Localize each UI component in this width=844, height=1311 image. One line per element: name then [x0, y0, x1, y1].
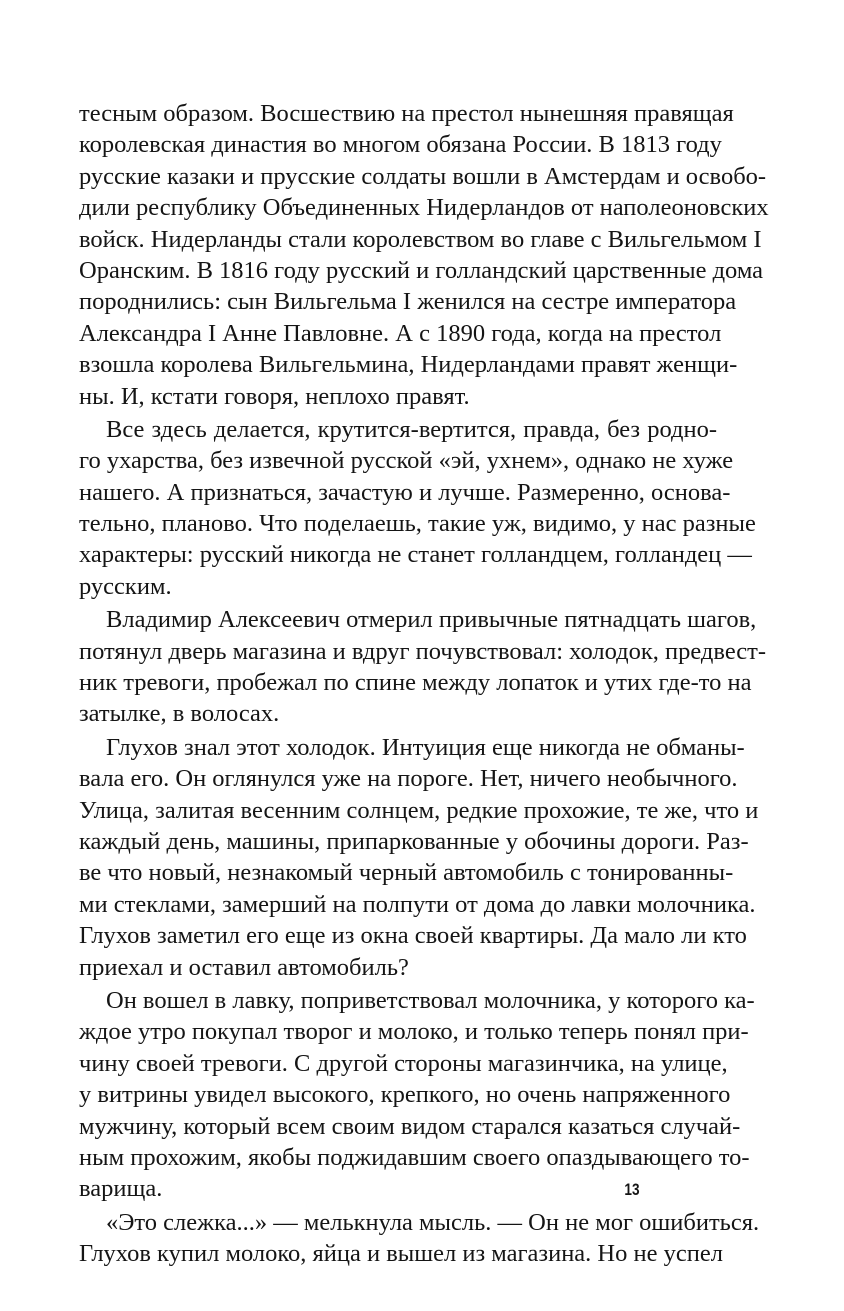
- text-line: Александра I Анне Павловне. А с 1890 года, когда на престол: [79, 319, 722, 347]
- paragraph-4: [79, 732, 759, 983]
- text-line: Улица, залитая весенним солнцем, редкие прохожие, те же, что и: [79, 796, 759, 824]
- text-line: нашего. А признаться, зачастую и лучше. Размеренно, основа-: [79, 478, 731, 506]
- paragraph-2: [79, 414, 756, 602]
- text-line: характеры: русский никогда не станет голландцем, голландец —: [79, 541, 752, 569]
- paragraph-6: [79, 1207, 760, 1270]
- text-line: ным прохожим, якобы поджидавшим своего опаздывающего то-: [79, 1143, 750, 1171]
- text-line: Он вошел в лавку, поприветствовал молочника, у которого ка-: [106, 986, 755, 1014]
- text-line: затылке, в волосах.: [79, 700, 280, 728]
- text-line: чину своей тревоги. С другой стороны магазинчика, на улице,: [79, 1049, 728, 1077]
- text-line: вала его. Он оглянулся уже на пороге. Нет, ничего необычного.: [79, 765, 738, 793]
- text-line: русским.: [79, 572, 172, 600]
- text-line: Владимир Алексеевич отмерил привычные пятнадцать шагов,: [106, 606, 757, 634]
- text-line: тесным образом. Восшествию на престол нынешняя правящая: [79, 100, 734, 127]
- text-line: каждый день, машины, припаркованные у обочины дороги. Раз-: [79, 827, 749, 855]
- text-line: го ухарства, без извечной русской «эй, ухнем», однако не хуже: [79, 447, 734, 475]
- text-line: потянул дверь магазина и вдруг почувствовал: холодок, предвест-: [79, 637, 767, 665]
- text-line: взошла королева Вильгельмина, Нидерландами правят женщи-: [79, 351, 738, 379]
- page-number: 13: [624, 1180, 640, 1199]
- text-line: мужчину, который всем своим видом старался казаться случай-: [79, 1112, 741, 1140]
- text-line: Глухов знал этот холодок. Интуиция еще никогда не обманы-: [106, 733, 745, 761]
- text-line: королевская династия во многом обязана России. В 1813 году: [79, 131, 722, 159]
- text-line: Глухов заметил его еще из окна своей квартиры. Да мало ли кто: [79, 922, 747, 950]
- text-line: Глухов купил молоко, яйца и вышел из магазина. Но не успел: [79, 1240, 723, 1268]
- text-line: приехал и оставил автомобиль?: [79, 953, 409, 981]
- text-line: ник тревоги, пробежал по спине между лопаток и утих где-то на: [79, 669, 752, 697]
- body-text: [79, 98, 769, 1269]
- text-line: ждое утро покупал творог и молоко, и только теперь понял при-: [79, 1018, 749, 1046]
- paragraph-3: [79, 604, 767, 730]
- text-line: варища.: [79, 1175, 163, 1203]
- text-line: «Это слежка...» — мелькнула мысль. — Он не мог ошибиться.: [106, 1208, 760, 1236]
- text-line: ны. И, кстати говоря, неплохо правят.: [79, 382, 470, 410]
- text-line: тельно, планово. Что поделаешь, такие уж, видимо, у нас разные: [79, 510, 756, 538]
- text-line: Все здесь делается, крутится-вертится, правда, без родно-: [106, 415, 717, 443]
- text-line: дили республику Объединенных Нидерландов от наполеоновских: [79, 194, 769, 222]
- text-line: русские казаки и прусские солдаты вошли в Амстердам и освобо-: [79, 162, 767, 190]
- text-line: у витрины увидел высокого, крепкого, но очень напряженного: [79, 1081, 731, 1109]
- paragraph-1: [79, 98, 769, 412]
- text-line: породнились: сын Вильгельма I женился на сестре императора: [79, 288, 737, 316]
- text-line: Оранским. В 1816 году русский и голландский царственные дома: [79, 256, 764, 284]
- text-line: ми стеклами, замерший на полпути от дома до лавки молочника.: [79, 890, 756, 918]
- text-line: ве что новый, незнакомый черный автомобиль с тонированны-: [79, 859, 734, 887]
- paragraph-5: [79, 985, 755, 1205]
- text-line: войск. Нидерланды стали королевством во главе с Вильгельмом I: [79, 225, 762, 253]
